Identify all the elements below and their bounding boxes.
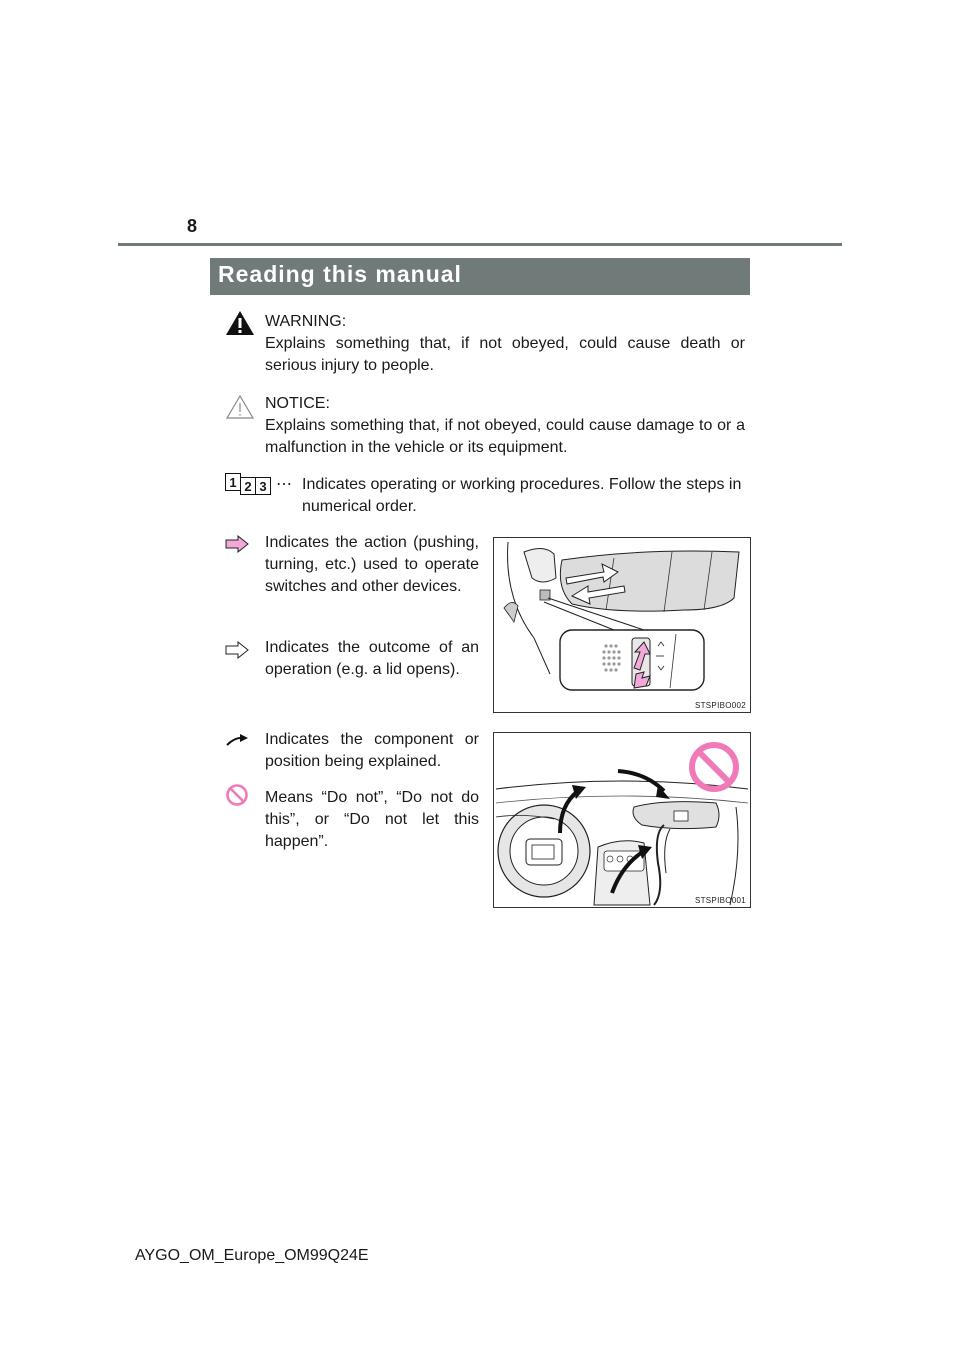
warning-icon <box>225 310 255 336</box>
steps-text: Indicates operating or working procedures. Follow the steps in numerical order. <box>302 476 742 515</box>
notice-text: Explains something that, if not obeyed, could cause damage to or a malfunction in the vehicle or its equipment. <box>265 417 745 456</box>
action-text: Indicates the action (pushing, turning, etc.) used to operate switches and other devices. <box>265 534 479 595</box>
step-number-1: 1 <box>225 473 241 491</box>
steps-block <box>302 474 745 518</box>
component-pointer-icon <box>225 733 249 747</box>
outcome-arrow-icon <box>225 641 249 659</box>
prohibit-icon <box>225 783 249 807</box>
dashboard-drawing <box>494 733 750 907</box>
switch-figure-code: STSPIBO002 <box>694 701 746 710</box>
action-arrow-icon <box>225 535 249 553</box>
prohibit-block <box>265 787 479 853</box>
notice-block <box>265 393 745 459</box>
notice-icon <box>225 394 255 420</box>
dashboard-illustration <box>493 732 751 908</box>
prohibit-text: Means “Do not”, “Do not do this”, or “Do not let this happen”. <box>265 789 479 850</box>
section-title: Reading this manual <box>210 258 750 295</box>
switch-illustration <box>493 537 751 713</box>
notice-label: NOTICE: <box>265 395 330 412</box>
steps-ellipsis: ⋯ <box>276 476 292 493</box>
warning-label: WARNING: <box>265 313 347 330</box>
outcome-block <box>265 637 479 681</box>
action-block <box>265 532 479 598</box>
header-rule <box>118 243 842 246</box>
component-text: Indicates the component or position being explained. <box>265 731 479 770</box>
warning-text: Explains something that, if not obeyed, could cause death or serious injury to people. <box>265 335 745 374</box>
outcome-text: Indicates the outcome of an operation (e.g. a lid opens). <box>265 639 479 678</box>
dashboard-figure-code: STSPIBO001 <box>694 896 746 905</box>
component-block <box>265 729 479 773</box>
step-number-2: 2 <box>240 477 256 495</box>
warning-block <box>265 311 745 377</box>
document-footer: AYGO_OM_Europe_OM99Q24E <box>135 1247 369 1264</box>
switch-drawing <box>494 538 750 712</box>
step-number-3: 3 <box>255 477 271 495</box>
page-number: 8 <box>187 216 198 236</box>
